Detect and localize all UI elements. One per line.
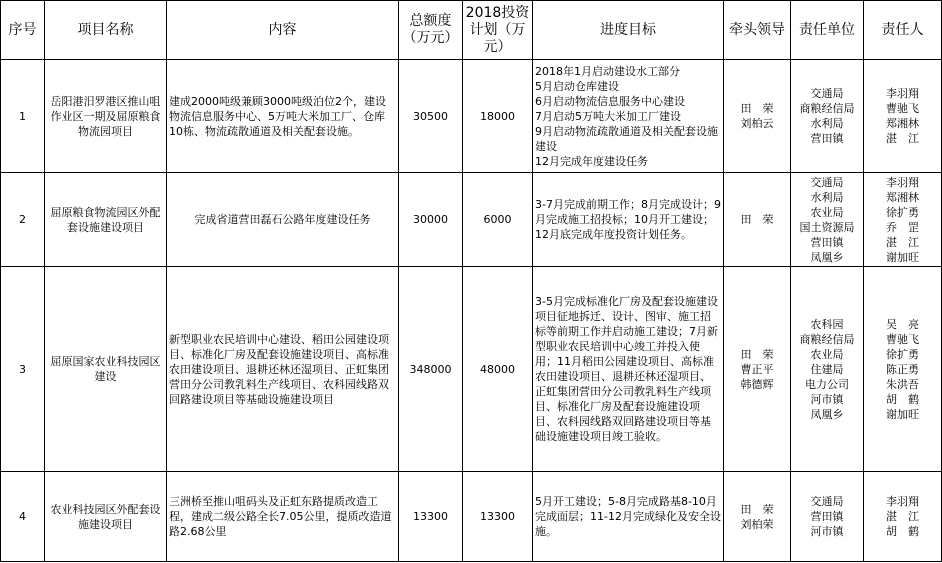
cell-total: 30000 bbox=[399, 173, 463, 267]
table-row bbox=[1, 472, 942, 562]
cell-person: 吴 亮 曹驰飞 徐扩勇 陈正勇 朱洪吾 胡 鹤 谢加旺 bbox=[864, 267, 942, 472]
cell-content: 新型职业农民培训中心建设、稻田公园建设项目、标准化厂房及配套设施建设项目、高标准农田建设项目、退耕还林还湿项目、正虹集团营田分公司教乳料生产线项目、农科园线路双回路建设项目等基础设施建设项目 bbox=[167, 267, 399, 472]
table-row bbox=[1, 267, 942, 472]
table-row bbox=[1, 60, 942, 173]
cell-person: 李羽翔 郑湘林 徐扩勇 乔 罡 湛 江 谢加旺 bbox=[864, 173, 942, 267]
table-row bbox=[1, 173, 942, 267]
cell-seq: 3 bbox=[1, 267, 45, 472]
cell-unit: 交通局 水利局 农业局 国土资源局 营田镇 凤凰乡 bbox=[791, 173, 864, 267]
cell-name: 岳阳港汨罗港区推山咀作业区一期及屈原粮食物流园项目 bbox=[45, 60, 167, 173]
cell-plan: 18000 bbox=[463, 60, 533, 173]
cell-leader: 田 荣 bbox=[724, 173, 791, 267]
cell-progress: 3-7月完成前期工作；8月完成设计；9月完成施工招投标；10月开工建设；12月底完成年度投资计划任务。 bbox=[533, 173, 724, 267]
cell-total: 348000 bbox=[399, 267, 463, 472]
cell-progress: 2018年1月启动建设水工部分 5月启动仓库建设 6月启动物流信息服务中心建设 7月启动5万吨大米加工厂建设 9月启动物流疏散通道及相关配套设施建设 12月完成年度建设任务 bbox=[533, 60, 724, 173]
cell-unit: 农科园 商粮经信局 农业局 住建局 电力公司 河市镇 凤凰乡 bbox=[791, 267, 864, 472]
cell-name: 农业科技园区外配套设施建设项目 bbox=[45, 472, 167, 562]
header-person: 责任人 bbox=[864, 1, 942, 60]
header-seq: 序号 bbox=[1, 1, 45, 60]
cell-plan: 48000 bbox=[463, 267, 533, 472]
cell-total: 30500 bbox=[399, 60, 463, 173]
cell-name: 屈原国家农业科技园区建设 bbox=[45, 267, 167, 472]
header-plan: 2018投资 计划（万 元） bbox=[463, 1, 533, 60]
cell-seq: 4 bbox=[1, 472, 45, 562]
cell-plan: 6000 bbox=[463, 173, 533, 267]
cell-leader: 田 荣 刘柏荣 bbox=[724, 472, 791, 562]
cell-name: 屈原粮食物流园区外配套设施建设项目 bbox=[45, 173, 167, 267]
cell-seq: 1 bbox=[1, 60, 45, 173]
cell-progress: 5月开工建设；5-8月完成路基8-10月完成面层；11-12月完成绿化及安全设施。 bbox=[533, 472, 724, 562]
cell-progress: 3-5月完成标准化厂房及配套设施建设项目征地拆迁、设计、图审、施工招标等前期工作并启动施工建设；7月新型职业农民培训中心竣工并投入使用；11月稻田公园建设项目、高标准农田建设项目、退耕还林还湿项目、正虹集团营田分公司教乳料生产线项目、标准化厂房及配套设施建设项目、农科园线路双回路建设项目等基础设施建设项目竣工验收。 bbox=[533, 267, 724, 472]
cell-seq: 2 bbox=[1, 173, 45, 267]
cell-content: 三洲桥至推山咀码头及正虹东路提质改造工程，建成二级公路全长7.05公里，提质改造道路2.68公里 bbox=[167, 472, 399, 562]
cell-person: 李羽翔 湛 江 胡 鹤 bbox=[864, 472, 942, 562]
header-content: 内容 bbox=[167, 1, 399, 60]
cell-content: 完成省道营田磊石公路年度建设任务 bbox=[167, 173, 399, 267]
cell-person: 李羽翔 曹驰飞 郑湘林 湛 江 bbox=[864, 60, 942, 173]
header-name: 项目名称 bbox=[45, 1, 167, 60]
header-unit: 责任单位 bbox=[791, 1, 864, 60]
header-progress: 进度目标 bbox=[533, 1, 724, 60]
cell-total: 13300 bbox=[399, 472, 463, 562]
cell-unit: 交通局 营田镇 河市镇 bbox=[791, 472, 864, 562]
cell-unit: 交通局 商粮经信局 水利局 营田镇 bbox=[791, 60, 864, 173]
header-row bbox=[1, 1, 942, 60]
cell-leader: 田 荣 刘柏云 bbox=[724, 60, 791, 173]
cell-plan: 13300 bbox=[463, 472, 533, 562]
header-leader: 牵头领导 bbox=[724, 1, 791, 60]
cell-leader: 田 荣 曹正平 韩德辉 bbox=[724, 267, 791, 472]
cell-content: 建成2000吨级兼顾3000吨级泊位2个，建设物流信息服务中心、5万吨大米加工厂、仓库10栋、物流疏散通道及相关配套设施。 bbox=[167, 60, 399, 173]
header-total: 总额度 （万元） bbox=[399, 1, 463, 60]
